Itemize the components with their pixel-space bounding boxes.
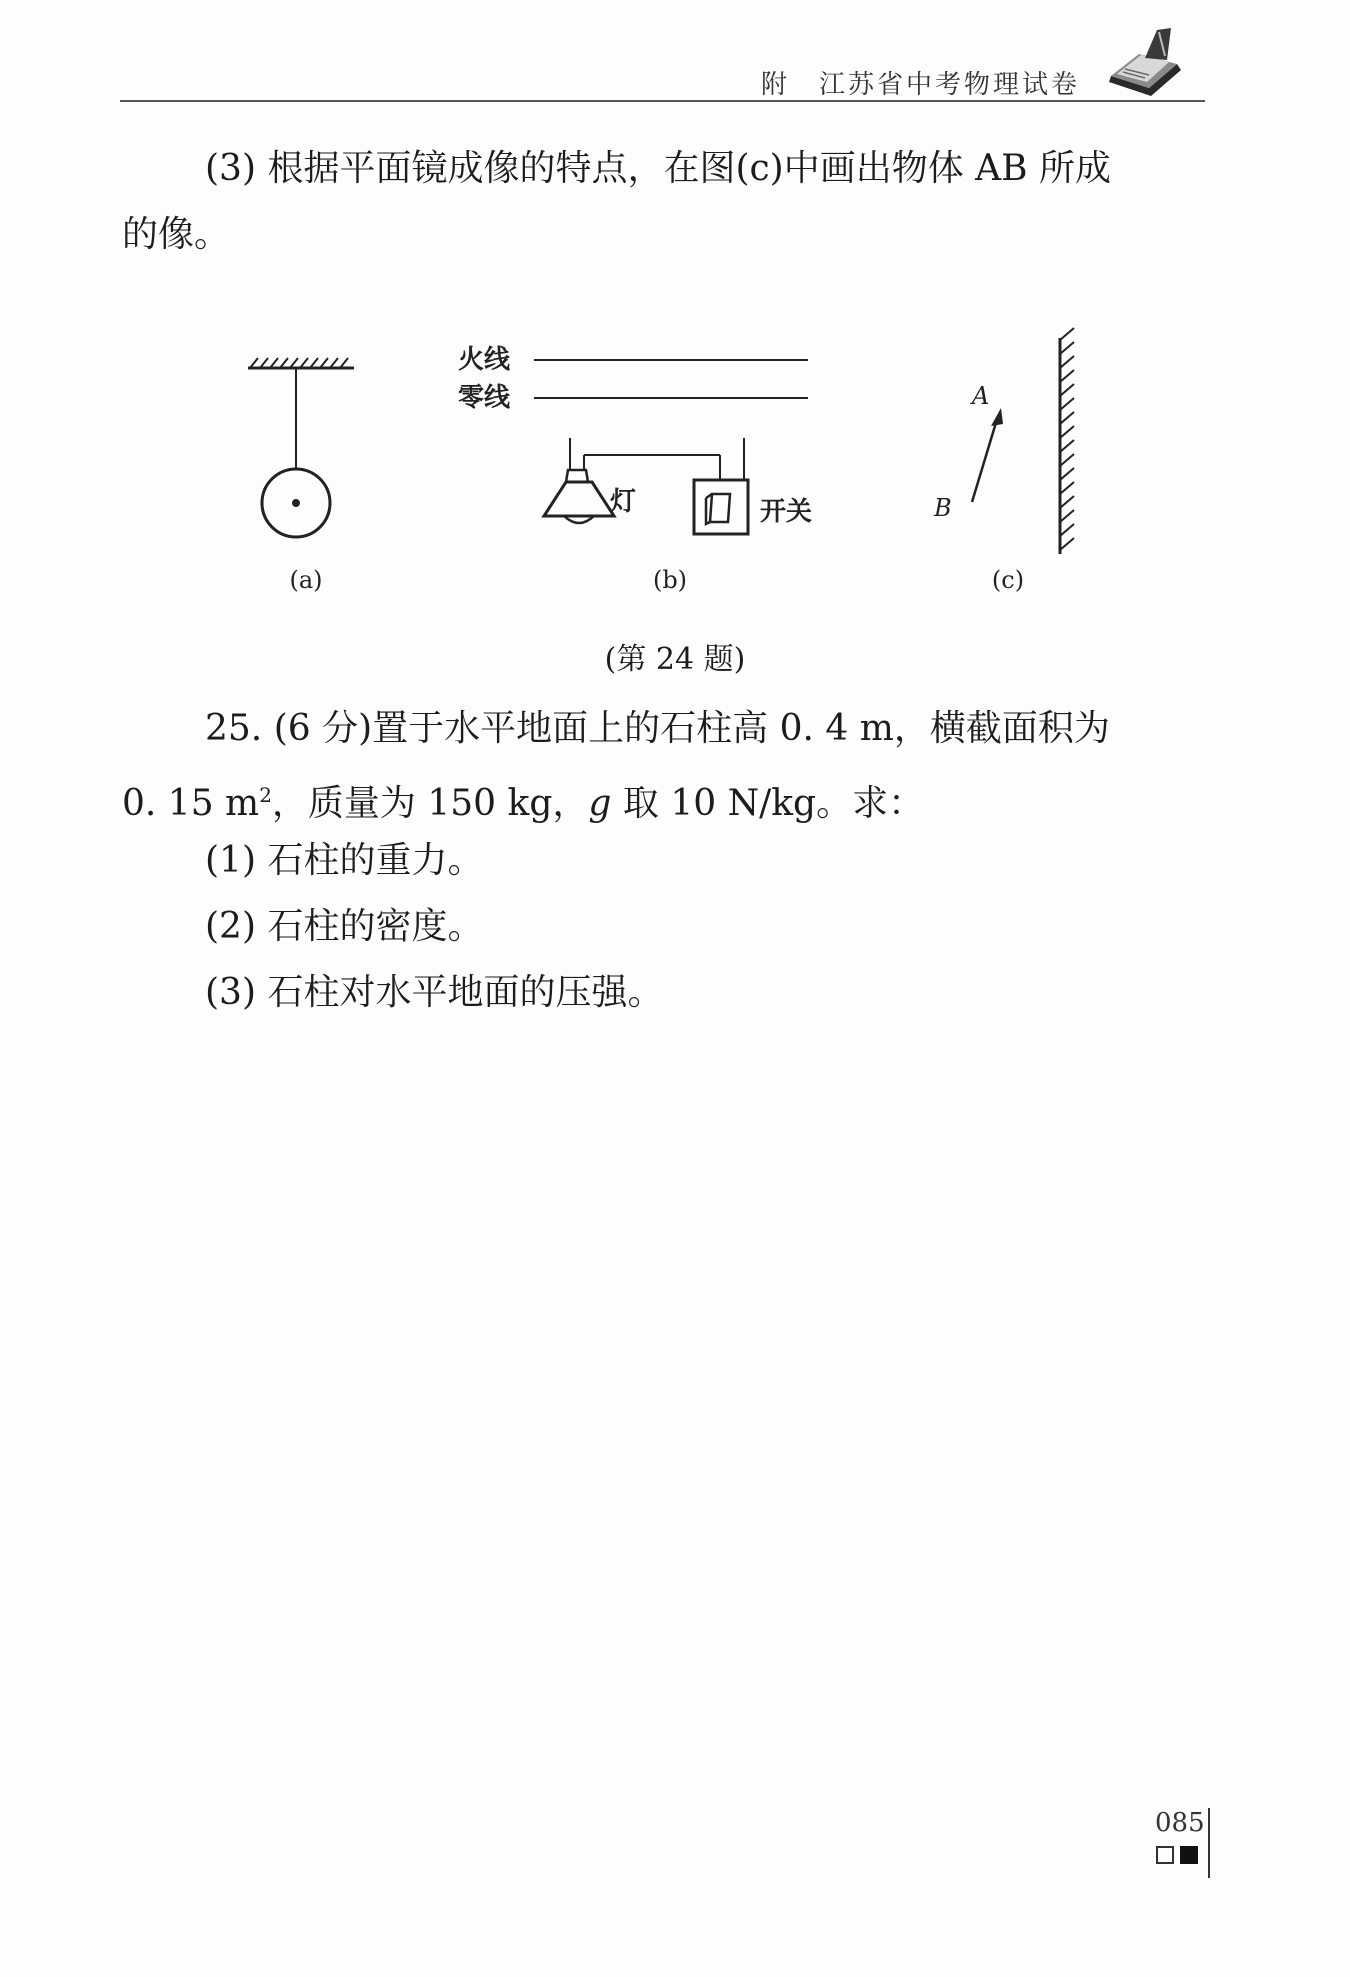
q25-area-exponent: 2: [259, 783, 272, 807]
q25-item3: (3) 石柱对水平地面的压强。: [205, 972, 664, 1013]
object-ab-arrow: [972, 408, 1003, 502]
figure-caption: (第 24 题): [604, 642, 746, 677]
point-a-label: A: [972, 382, 990, 410]
q25-g-value: 取 10 N/kg。求：: [611, 783, 925, 824]
q25-area-value: 0. 15 m: [122, 783, 260, 824]
live-wire-label: 火线: [458, 345, 511, 375]
switch-label: 开关: [760, 497, 813, 527]
lamp-icon: [544, 470, 614, 523]
figure-b-circuit: [458, 345, 812, 534]
q25-item2: (2) 石柱的密度。: [205, 906, 484, 947]
q25-line2: [122, 762, 924, 837]
header-rule: [120, 100, 1205, 102]
page-marker-empty: [1156, 1846, 1174, 1864]
figure-c-mirror: [933, 328, 1074, 554]
figure-a-label: (a): [289, 566, 323, 594]
book-icon: [1105, 24, 1183, 98]
q25-item1: (1) 石柱的重力。: [205, 840, 484, 881]
q25-mass-text: ，质量为 150 kg，: [271, 783, 589, 824]
q24-part3-line1: (3) 根据平面镜成像的特点，在图(c)中画出物体 AB 所成: [205, 148, 1112, 189]
q25-g-symbol: g: [588, 783, 612, 824]
figure-24: [220, 320, 1120, 610]
figure-b-label: (b): [652, 566, 688, 594]
page-number: 085: [1155, 1808, 1205, 1838]
q25-line1: 25. (6 分)置于水平地面上的石柱高 0. 4 m，横截面积为: [205, 708, 1110, 749]
switch-icon: [694, 480, 748, 534]
q24-part3-line2: 的像。: [122, 214, 231, 255]
page-number-rule: [1208, 1808, 1210, 1878]
figure-c-label: (c): [991, 566, 1025, 594]
lamp-label: 灯: [610, 487, 637, 517]
page-marker-filled: [1180, 1846, 1198, 1864]
neutral-wire-label: 零线: [458, 383, 511, 413]
running-header: 附 江苏省中考物理试卷: [760, 70, 1080, 100]
figure-a-pendulum: [248, 358, 354, 537]
point-b-label: B: [934, 494, 952, 522]
